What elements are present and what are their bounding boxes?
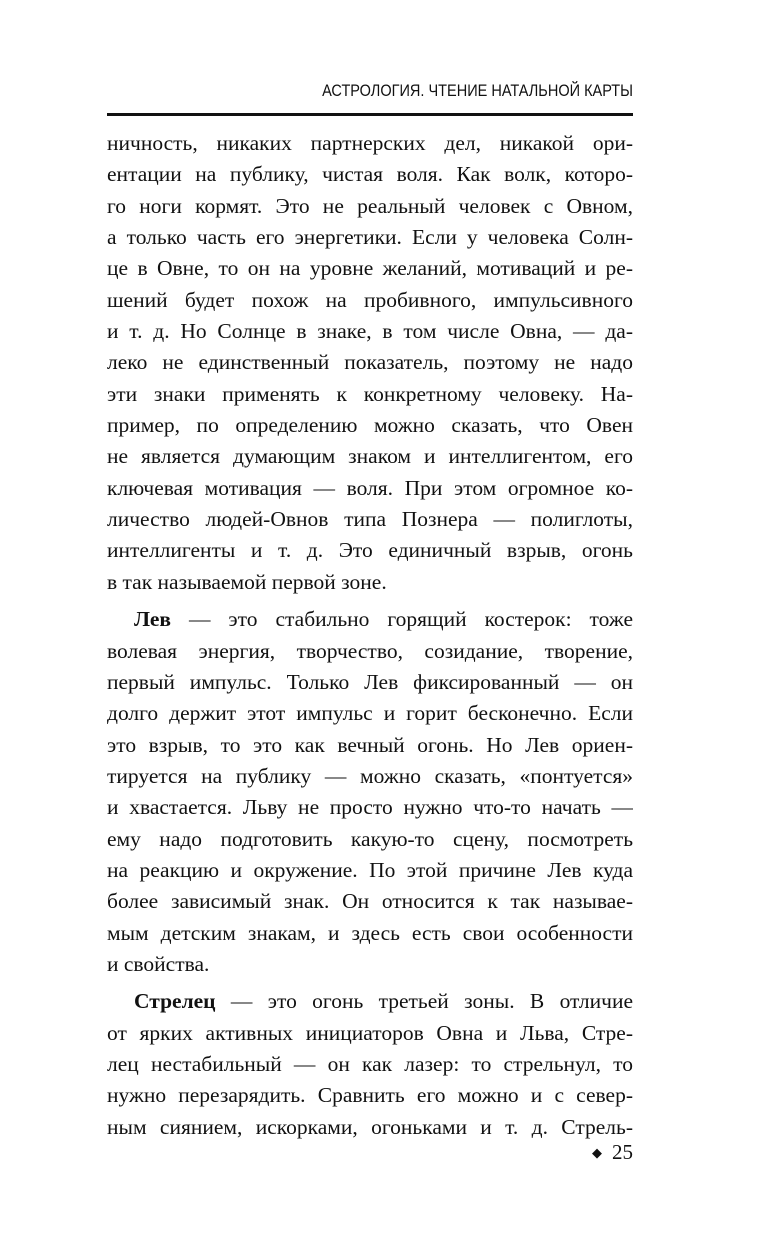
first-line-text: — это огонь третьей зоны. В отличие — [215, 989, 633, 1014]
text-line: нужно перезарядить. Сравнить его можно и с север- — [107, 1083, 633, 1108]
paragraph-aries-continuation — [107, 128, 633, 598]
diamond-icon: ◆ — [592, 1145, 602, 1160]
paragraph-sagittarius — [107, 986, 633, 1143]
running-head: АСТРОЛОГИЯ. ЧТЕНИЕ НАТАЛЬНОЙ КАРТЫ — [322, 82, 633, 100]
text-line: эти знаки применять к конкретному человеку. На- — [107, 381, 633, 406]
text-line: ентации на публику, чистая воля. Как волк, которо- — [107, 162, 633, 187]
text-line: и свойства. — [107, 951, 210, 976]
text-line: го ноги кормят. Это не реальный человек с Овном, — [107, 193, 633, 218]
paragraph-leo — [107, 604, 633, 980]
paragraph-first-line — [107, 604, 633, 635]
page-footer — [107, 1137, 633, 1167]
text-line: ему надо подготовить какую-то сцену, посмотреть — [107, 826, 633, 851]
text-line: и хвастается. Льву не просто нужно что-то начать — — [107, 795, 633, 820]
text-line: пример, по определению можно сказать, что Овен — [107, 413, 633, 438]
text-line: от ярких активных инициаторов Овна и Льва, Стре- — [107, 1020, 633, 1045]
text-line: личество людей-Овнов типа Познера — полиглоты, — [107, 507, 633, 532]
text-line: волевая энергия, творчество, созидание, творение, — [107, 638, 633, 663]
text-line: и т. д. Но Солнце в знаке, в том числе Овна, — да- — [107, 319, 633, 344]
text-line: це в Овне, то он на уровне желаний, мотиваций и ре- — [107, 256, 633, 281]
term-leo: Лев — [134, 607, 172, 632]
text-line: тируется на публику — можно сказать, «понтуется» — [107, 763, 633, 788]
text-line: а только часть его энергетики. Если у человека Солн- — [107, 225, 633, 250]
text-line: лец нестабильный — он как лазер: то стрельнул, то — [107, 1051, 633, 1076]
text-line: более зависимый знак. Он относится к так называе- — [107, 889, 633, 914]
text-line: шений будет похож на пробивного, импульсивного — [107, 287, 633, 312]
text-line: ным сиянием, искорками, огоньками и т. д. Стрель- — [107, 1114, 633, 1139]
text-line: леко не единственный показатель, поэтому не надо — [107, 350, 633, 375]
term-sagittarius: Стрелец — [134, 989, 216, 1014]
text-line: долго держит этот импульс и горит бесконечно. Если — [107, 701, 633, 726]
text-line: мым детским знакам, и здесь есть свои особенности — [107, 920, 633, 945]
text-line: на реакцию и окружение. По этой причине Лев куда — [107, 857, 633, 882]
first-line-text: — это стабильно горящий костерок: тоже — [171, 607, 633, 632]
page-number: 25 — [612, 1140, 633, 1164]
text-line: не является думающим знаком и интеллигентом, его — [107, 444, 633, 469]
paragraph-first-line — [107, 986, 633, 1017]
text-line: это взрыв, то это как вечный огонь. Но Лев ориен- — [107, 732, 633, 757]
body-text — [107, 128, 633, 1143]
text-line: интеллигенты и т. д. Это единичный взрыв, огонь — [107, 538, 633, 563]
text-line: первый импульс. Только Лев фиксированный — он — [107, 669, 633, 694]
text-line: в так называемой первой зоне. — [107, 569, 387, 594]
text-line: ничность, никаких партнерских дел, никакой ори- — [107, 131, 633, 155]
header-rule — [107, 113, 633, 116]
text-line: ключевая мотивация — воля. При этом огромное ко- — [107, 475, 633, 500]
